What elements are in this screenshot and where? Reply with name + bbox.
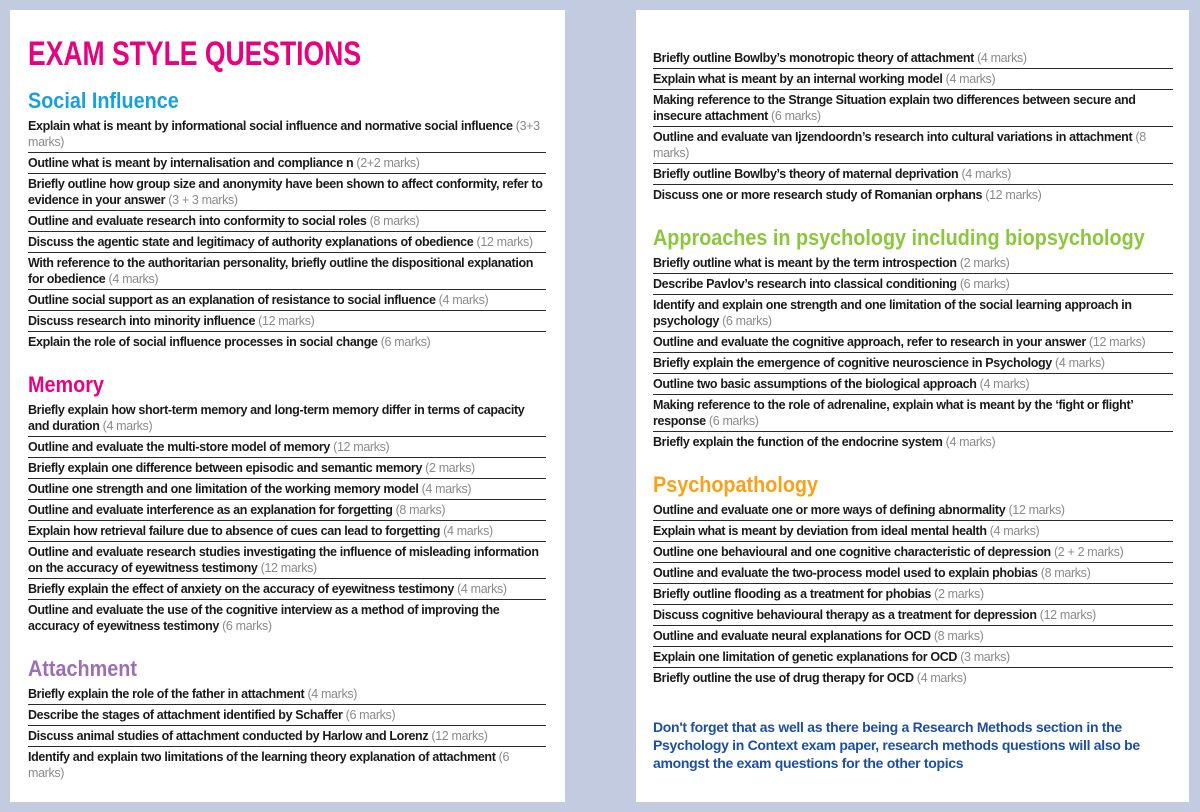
- question-text: Outline one behavioural and one cognitive characteristic of depression: [653, 545, 1051, 559]
- section-heading-approaches-in-psychology-including-biopsychology: Approaches in psychology including biopsychology: [653, 225, 1145, 250]
- question-item: [28, 600, 546, 636]
- question-item: [653, 584, 1173, 605]
- question-text: Briefly explain the effect of anxiety on the accuracy of eyewitness testimony: [28, 582, 454, 596]
- question-marks: (12 marks): [1089, 335, 1146, 349]
- question-item: [653, 668, 1173, 688]
- question-item: [653, 127, 1173, 164]
- question-marks: (4 marks): [421, 482, 472, 496]
- question-marks: (8 marks): [395, 503, 446, 517]
- question-marks: (6 marks): [28, 750, 510, 780]
- question-marks: (12 marks): [1008, 503, 1065, 517]
- question-marks: (6 marks): [345, 708, 396, 722]
- question-item: [28, 705, 546, 726]
- question-item: [28, 726, 546, 747]
- question-text: Outline and evaluate the multi-store model of memory: [28, 440, 330, 454]
- question-marks: (4 marks): [457, 582, 507, 596]
- question-item: [653, 164, 1173, 185]
- question-item: [28, 458, 546, 479]
- question-item: [653, 605, 1173, 626]
- question-item: [28, 500, 546, 521]
- question-text: Briefly explain the role of the father in attachment: [28, 687, 305, 701]
- research-methods-note: Don't forget that as well as there being a Research Methods section in the Psychology in Context exam paper, research methods questions will also be amongst the exam questions for the other topics: [653, 719, 1140, 771]
- question-text: Briefly outline what is meant by the term introspection: [653, 256, 957, 270]
- question-marks: (6 marks): [959, 277, 1010, 291]
- question-item: [28, 684, 546, 705]
- section-heading-attachment: Attachment: [28, 656, 137, 681]
- question-item: [28, 332, 546, 352]
- question-item: [28, 579, 546, 600]
- question-marks: (6 marks): [771, 109, 821, 123]
- question-marks: (4 marks): [989, 524, 1040, 538]
- question-item: [653, 395, 1173, 432]
- section-heading-psychopathology: Psychopathology: [653, 472, 819, 497]
- question-item: [653, 500, 1173, 521]
- question-text: Making reference to the Strange Situation explain two differences between secure and insecure attachment: [653, 93, 1136, 123]
- question-marks: (4 marks): [438, 293, 489, 307]
- question-text: Outline and evaluate one or more ways of defining abnormality: [653, 503, 1006, 517]
- question-text: Outline and evaluate the two-process model used to explain phobias: [653, 566, 1038, 580]
- question-marks: (2 marks): [934, 587, 984, 601]
- question-text: Outline and evaluate neural explanations for OCD: [653, 629, 931, 643]
- question-item: [653, 253, 1173, 274]
- question-item: [28, 116, 546, 153]
- question-marks: (12 marks): [333, 440, 390, 454]
- question-marks: (12 marks): [431, 729, 488, 743]
- question-text: Discuss research into minority influence: [28, 314, 256, 328]
- question-item: [28, 153, 546, 174]
- question-item: [653, 374, 1173, 395]
- section-social-influence: [28, 88, 546, 352]
- question-item: [653, 332, 1173, 353]
- question-text: Describe Pavlov’s research into classical conditioning: [653, 277, 957, 291]
- question-list: [28, 400, 546, 636]
- section-heading-memory: Memory: [28, 372, 104, 397]
- question-marks: (2 marks): [959, 256, 1010, 270]
- question-marks: (6 marks): [708, 414, 759, 428]
- question-list: [28, 684, 546, 783]
- question-marks: (4 marks): [102, 419, 153, 433]
- question-marks: (2+2 marks): [356, 156, 420, 170]
- section-attachment-continued: [653, 48, 1173, 205]
- question-marks: (4 marks): [307, 687, 358, 701]
- question-item: [28, 542, 546, 579]
- question-text: Briefly outline the use of drug therapy for OCD: [653, 671, 914, 685]
- question-marks: (2 marks): [425, 461, 475, 475]
- question-marks: (4 marks): [443, 524, 493, 538]
- question-item: [28, 521, 546, 542]
- question-text: Briefly outline Bowlby’s monotropic theory of attachment: [653, 51, 974, 65]
- question-marks: (4 marks): [945, 435, 996, 449]
- question-text: Outline one strength and one limitation of the working memory model: [28, 482, 419, 496]
- section-approaches-in-psychology-including-biopsychology: [653, 225, 1173, 452]
- question-item: [653, 90, 1173, 127]
- question-item: [28, 211, 546, 232]
- question-text: Briefly explain how short-term memory and long-term memory differ in terms of capacity and duration: [28, 403, 525, 433]
- question-text: Explain what is meant by an internal working model: [653, 72, 943, 86]
- question-marks: (12 marks): [260, 561, 317, 575]
- question-marks: (12 marks): [1039, 608, 1096, 622]
- right-page: [636, 10, 1189, 802]
- question-text: Outline and evaluate the use of the cognitive interview as a method of improving the accuracy of eyewitness testimony: [28, 603, 500, 633]
- question-item: [653, 353, 1173, 374]
- question-marks: (8 marks): [653, 130, 1146, 160]
- question-text: Briefly explain the emergence of cognitive neuroscience in Psychology: [653, 356, 1052, 370]
- question-marks: (4 marks): [1055, 356, 1105, 370]
- question-text: Outline and evaluate research into conformity to social roles: [28, 214, 367, 228]
- question-list: [653, 500, 1173, 688]
- question-text: Outline and evaluate interference as an explanation for forgetting: [28, 503, 393, 517]
- question-item: [28, 290, 546, 311]
- question-text: Briefly outline flooding as a treatment for phobias: [653, 587, 932, 601]
- question-text: Making reference to the role of adrenaline, explain what is meant by the ‘fight or flight’ response: [653, 398, 1133, 428]
- question-marks: (6 marks): [380, 335, 431, 349]
- question-item: [653, 647, 1173, 668]
- question-marks: (6 marks): [222, 619, 272, 633]
- question-marks: (8 marks): [1040, 566, 1091, 580]
- question-item: [653, 432, 1173, 452]
- question-list: [28, 116, 546, 352]
- question-item: [28, 253, 546, 290]
- left-sections: [28, 88, 546, 783]
- question-list: [653, 48, 1173, 205]
- question-marks: (12 marks): [985, 188, 1042, 202]
- question-item: [28, 311, 546, 332]
- question-text: Outline social support as an explanation of resistance to social influence: [28, 293, 436, 307]
- question-text: Briefly outline how group size and anonymity have been shown to affect conformity, refer to evidence in your answer: [28, 177, 543, 207]
- question-marks: (4 marks): [977, 51, 1027, 65]
- question-text: Explain one limitation of genetic explanations for OCD: [653, 650, 958, 664]
- question-item: [653, 274, 1173, 295]
- question-marks: (6 marks): [722, 314, 772, 328]
- question-marks: (4 marks): [961, 167, 1012, 181]
- question-text: Briefly explain one difference between episodic and semantic memory: [28, 461, 423, 475]
- question-item: [653, 295, 1173, 332]
- question-marks: (3 + 3 marks): [168, 193, 238, 207]
- question-marks: (8 marks): [369, 214, 420, 228]
- question-marks: (12 marks): [258, 314, 315, 328]
- question-item: [28, 747, 546, 783]
- question-text: Discuss cognitive behavioural therapy as a treatment for depression: [653, 608, 1037, 622]
- question-item: [653, 521, 1173, 542]
- question-item: [28, 400, 546, 437]
- left-page: [10, 10, 565, 802]
- question-text: Identify and explain one strength and one limitation of the social learning approach in psychology: [653, 298, 1132, 328]
- question-item: [653, 563, 1173, 584]
- question-marks: (4 marks): [108, 272, 159, 286]
- question-text: Explain what is meant by deviation from ideal mental health: [653, 524, 987, 538]
- question-item: [653, 48, 1173, 69]
- question-marks: (4 marks): [979, 377, 1030, 391]
- right-sections: [653, 48, 1173, 688]
- question-text: Discuss animal studies of attachment conducted by Harlow and Lorenz: [28, 729, 429, 743]
- question-text: Discuss one or more research study of Romanian orphans: [653, 188, 983, 202]
- section-attachment: [28, 656, 546, 783]
- question-text: Explain the role of social influence processes in social change: [28, 335, 378, 349]
- question-list: [653, 253, 1173, 452]
- question-text: Outline and evaluate the cognitive approach, refer to research in your answer: [653, 335, 1086, 349]
- question-marks: (3 marks): [960, 650, 1010, 664]
- page-title: EXAM STYLE QUESTIONS: [28, 35, 362, 73]
- question-marks: (8 marks): [933, 629, 984, 643]
- question-text: Outline what is meant by internalisation and compliance n: [28, 156, 354, 170]
- question-item: [28, 174, 546, 211]
- question-marks: (4 marks): [916, 671, 967, 685]
- question-marks: (4 marks): [945, 72, 996, 86]
- question-marks: (12 marks): [476, 235, 533, 249]
- question-item: [28, 232, 546, 253]
- question-text: Outline and evaluate research studies investigating the influence of misleading information on the accuracy of eyewitness testimony: [28, 545, 539, 575]
- question-text: Outline and evaluate van Ijzendoordn’s research into cultural variations in attachment: [653, 130, 1133, 144]
- question-item: [653, 542, 1173, 563]
- question-item: [653, 69, 1173, 90]
- question-item: [28, 479, 546, 500]
- question-text: Explain what is meant by informational social influence and normative social influence: [28, 119, 513, 133]
- question-text: Explain how retrieval failure due to absence of cues can lead to forgetting: [28, 524, 441, 538]
- question-item: [653, 185, 1173, 205]
- question-text: Briefly explain the function of the endocrine system: [653, 435, 943, 449]
- question-text: Discuss the agentic state and legitimacy of authority explanations of obedience: [28, 235, 474, 249]
- question-item: [653, 626, 1173, 647]
- section-psychopathology: [653, 472, 1173, 688]
- question-marks: (2 + 2 marks): [1053, 545, 1124, 559]
- question-item: [28, 437, 546, 458]
- question-text: Outline two basic assumptions of the biological approach: [653, 377, 977, 391]
- question-text: With reference to the authoritarian personality, briefly outline the dispositional explanation for obedience: [28, 256, 534, 286]
- question-marks: (3+3 marks): [28, 119, 540, 149]
- question-text: Describe the stages of attachment identified by Schaffer: [28, 708, 343, 722]
- question-text: Briefly outline Bowlby’s theory of maternal deprivation: [653, 167, 959, 181]
- question-text: Identify and explain two limitations of the learning theory explanation of attachment: [28, 750, 496, 764]
- section-heading-social-influence: Social Influence: [28, 88, 179, 113]
- section-memory: [28, 372, 546, 636]
